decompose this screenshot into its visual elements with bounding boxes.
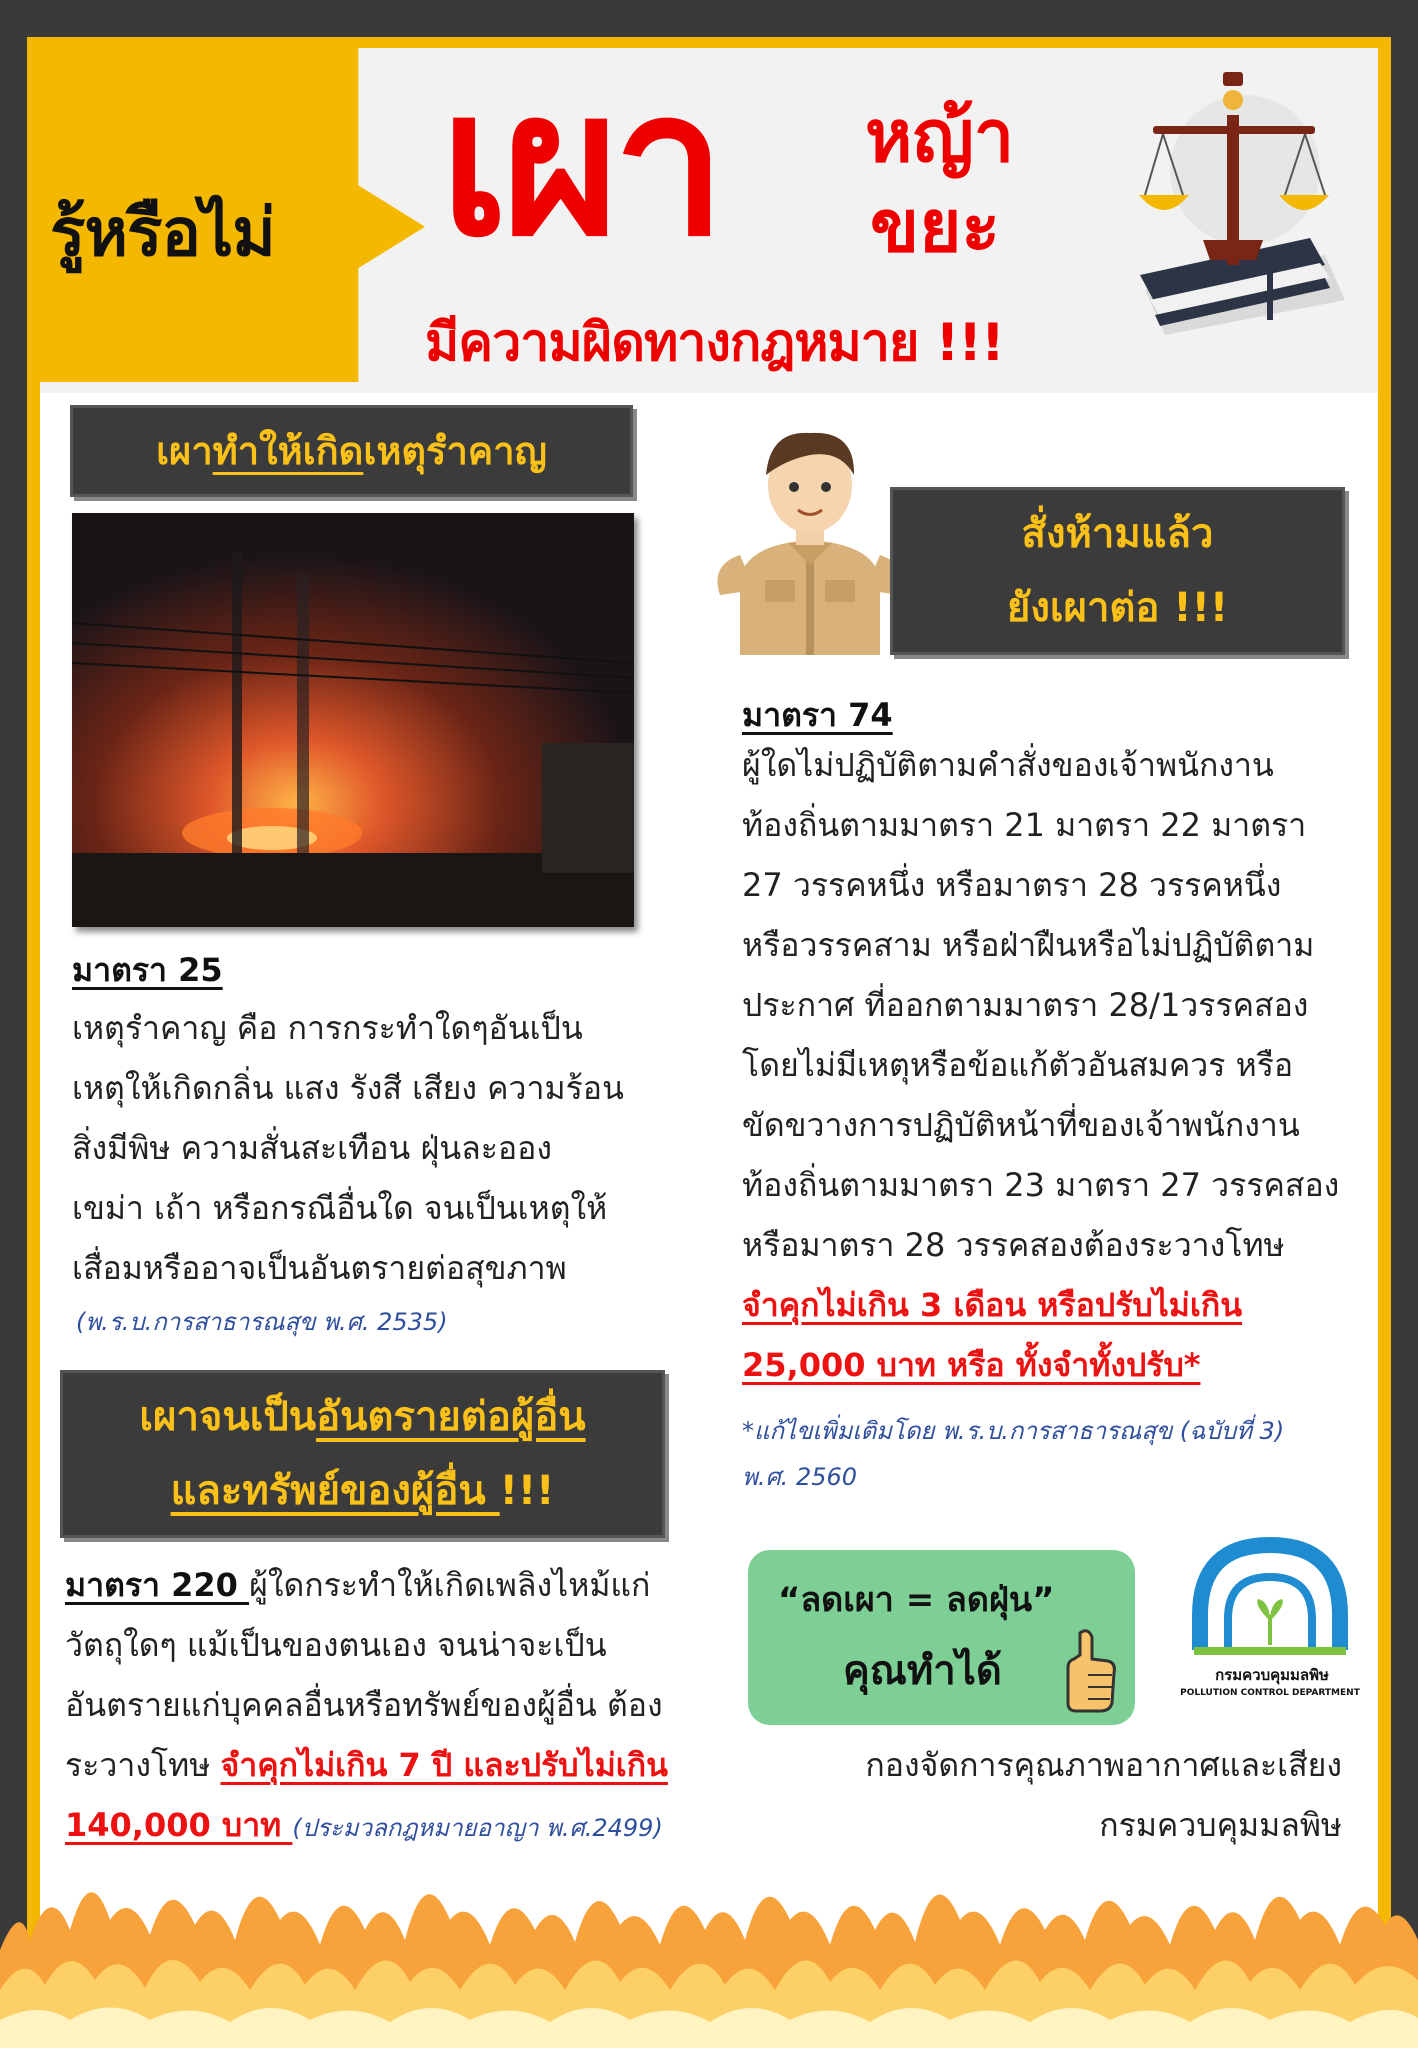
thumbs-up-icon <box>1058 1625 1118 1715</box>
section-74-penalty: 25,000 บาท หรือ ทั้งจำทั้งปรับ* <box>742 1346 1201 1384</box>
label-line: ยังเผาต่อ !!! <box>1006 585 1229 631</box>
org-division: กองจัดการคุณภาพอากาศและเสียง <box>865 1746 1342 1784</box>
label-burning-causes-nuisance <box>70 405 633 497</box>
section-74-line: 27 วรรคหนึ่ง หรือมาตรา 28 วรรคหนึ่ง <box>742 866 1282 904</box>
section-220-text: ผู้ใดกระทำให้เกิดเพลิงไหม้แก่ <box>249 1566 651 1604</box>
section-25-line: เหตุให้เกิดกลิ่น แสง รังสี เสียง ความร้อน <box>72 1069 624 1107</box>
label-text-underlined: ทำให้เกิด <box>212 429 364 473</box>
section-74-citation <box>742 1408 1284 1500</box>
section-220-line <box>65 1735 685 1795</box>
label-text: เหตุรำคาญ <box>363 429 547 473</box>
section-25-line: เสื่อมหรืออาจเป็นอันตรายต่อสุขภาพ <box>72 1249 567 1287</box>
slogan-line-1: “ลดเผา = ลดฝุ่น” <box>778 1580 1055 1620</box>
section-220-line: อันตรายแก่บุคคลอื่นหรือทรัพย์ของผู้อื่น ต้อง <box>65 1686 663 1724</box>
section-220-penalty: จำคุกไม่เกิน 7 ปี และปรับไม่เกิน <box>220 1746 668 1784</box>
section-74-line: หรือมาตรา 28 วรรคสองต้องระวางโทษ <box>742 1226 1285 1264</box>
section-74-line: ท้องถิ่นตามมาตรา 21 มาตรา 22 มาตรา <box>742 806 1307 844</box>
section-220-line: วัตถุใดๆ แม้เป็นของตนเอง จนน่าจะเป็น <box>65 1626 607 1664</box>
slogan-box <box>748 1550 1135 1725</box>
section-25-line: สิ่งมีพิษ ความสั่นสะเทือน ฝุ่นละออง <box>72 1129 552 1167</box>
section-74-line: ผู้ใดไม่ปฏิบัติตามคำสั่งของเจ้าพนักงาน <box>742 746 1274 784</box>
did-you-know-text: รู้หรือไม่ <box>50 194 275 271</box>
section-220-line <box>65 1795 685 1858</box>
headline-grass: หญ้า <box>865 94 1015 178</box>
pcd-logo-english-name: POLLUTION CONTROL DEPARTMENT <box>1180 1688 1360 1698</box>
label-text-underlined: อันตรายต่อผู้อื่น <box>316 1394 586 1440</box>
org-department: กรมควบคุมมลพิษ <box>1099 1806 1342 1844</box>
citation-line: พ.ศ. 2560 <box>742 1463 858 1491</box>
section-220-title: มาตรา 220 <box>65 1566 250 1604</box>
label-text: เผา <box>156 429 213 473</box>
section-74-line: ประกาศ ที่ออกตามมาตรา 28/1วรรคสอง <box>742 986 1309 1024</box>
section-25-title: มาตรา 25 <box>72 951 223 989</box>
label-line <box>60 1380 665 1454</box>
headline-burn: เผา <box>440 48 720 281</box>
section-74-line: หรือวรรคสาม หรือฝ่าฝืนหรือไม่ปฏิบัติตาม <box>742 926 1315 964</box>
label-line <box>60 1454 665 1528</box>
section-74-title: มาตรา 74 <box>742 696 893 734</box>
flames-border <box>0 1860 1418 2048</box>
fire-photo <box>72 513 634 927</box>
scales-of-justice-icon <box>1125 60 1355 350</box>
section-220-body <box>65 1555 685 1858</box>
section-220-line <box>65 1555 685 1615</box>
label-dangerous-to-others <box>60 1370 665 1538</box>
label-line: สั่งห้ามแล้ว <box>1021 511 1214 557</box>
headline-garbage: ขยะ <box>870 184 1001 268</box>
section-74-penalty: จำคุกไม่เกิน 3 เดือน หรือปรับไม่เกิน <box>742 1286 1243 1324</box>
slogan-line-2: คุณทำได้ <box>843 1648 1002 1694</box>
section-220-text: ระวางโทษ <box>65 1746 221 1784</box>
section-25-body <box>72 998 632 1298</box>
pcd-logo-thai-name: กรมควบคุมมลพิษ <box>1215 1666 1329 1684</box>
section-25-line: เขม่า เถ้า หรือกรณีอื่นใด จนเป็นเหตุให้ <box>72 1189 608 1227</box>
section-220-penalty: 140,000 บาท <box>65 1806 293 1844</box>
label-still-burning-after-order <box>890 487 1345 655</box>
citation-line: *แก้ไขเพิ่มเติมโดย พ.ร.บ.การสาธารณสุข (ฉบับที่ 3) <box>742 1417 1285 1445</box>
section-25-citation: (พ.ร.บ.การสาธารณสุข พ.ศ. 2535) <box>76 1308 448 1336</box>
headline-illegal: มีความผิดทางกฎหมาย !!! <box>425 313 1004 373</box>
section-74-line: ขัดขวางการปฏิบัติหน้าที่ของเจ้าพนักงาน <box>742 1106 1300 1144</box>
label-text: !!! <box>499 1468 555 1514</box>
label-text-underlined: และทรัพย์ของผู้อื่น <box>170 1468 500 1514</box>
section-74-body <box>742 735 1342 1395</box>
section-25-line: เหตุรำคาญ คือ การกระทำใดๆอันเป็น <box>72 1009 583 1047</box>
section-220-citation: (ประมวลกฎหมายอาญา พ.ศ.2499) <box>292 1814 663 1842</box>
section-74-line: ท้องถิ่นตามมาตรา 23 มาตรา 27 วรรคสอง <box>742 1166 1340 1204</box>
label-text: เผาจนเป็น <box>139 1394 317 1440</box>
section-74-line: โดยไม่มีเหตุหรือข้อแก้ตัวอันสมควร หรือ <box>742 1046 1294 1084</box>
officer-illustration <box>710 415 910 655</box>
